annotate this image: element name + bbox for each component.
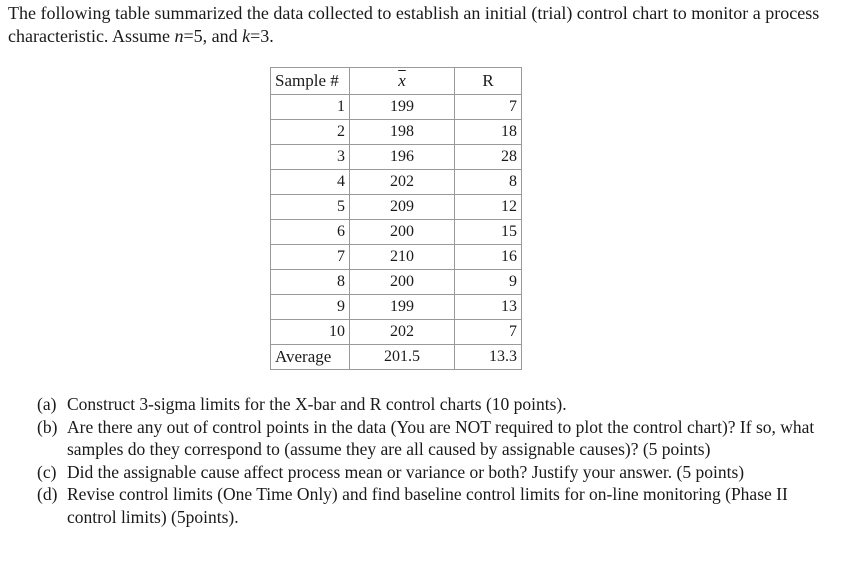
cell-sample: 9 xyxy=(271,295,350,320)
cell-r: 15 xyxy=(455,220,522,245)
question-item xyxy=(37,461,837,484)
table-row xyxy=(271,295,522,320)
table-row xyxy=(271,145,522,170)
question-text: Revise control limits (One Time Only) and find baseline control limits for on-line monitoring (Phase II control limits) (5points). xyxy=(67,484,788,527)
problem-statement xyxy=(8,2,848,48)
cell-xbar: 199 xyxy=(350,95,455,120)
question-item xyxy=(37,483,837,528)
cell-r: 13 xyxy=(455,295,522,320)
cell-xbar: 209 xyxy=(350,195,455,220)
cell-sample: 10 xyxy=(271,320,350,345)
cell-sample: 4 xyxy=(271,170,350,195)
question-label: (b) xyxy=(37,416,58,437)
cell-sample: 7 xyxy=(271,245,350,270)
question-label: (c) xyxy=(37,461,57,482)
cell-r: 18 xyxy=(455,120,522,145)
question-text: Are there any out of control points in the data (You are NOT required to plot the control chart)? If so, what samples do they correspond to (assume they are all caused by assignable causes)? (5 points) xyxy=(67,416,815,459)
cell-r: 28 xyxy=(455,145,522,170)
table-header-row xyxy=(271,68,522,95)
cell-sample: 8 xyxy=(271,270,350,295)
cell-r: 9 xyxy=(455,270,522,295)
question-item xyxy=(37,416,837,461)
question-list xyxy=(37,393,837,528)
cell-xbar: 199 xyxy=(350,295,455,320)
table-row xyxy=(271,320,522,345)
average-label: Average xyxy=(271,345,350,370)
average-r: 13.3 xyxy=(455,345,522,370)
k-symbol: k xyxy=(242,26,251,46)
table-row xyxy=(271,245,522,270)
average-row xyxy=(271,345,522,370)
cell-xbar: 202 xyxy=(350,170,455,195)
cell-xbar: 200 xyxy=(350,220,455,245)
cell-r: 7 xyxy=(455,95,522,120)
question-item xyxy=(37,393,837,416)
average-xbar: 201.5 xyxy=(350,345,455,370)
question-text: Construct 3-sigma limits for the X-bar and R control charts (10 points). xyxy=(67,394,567,414)
k-value: =3. xyxy=(250,26,274,46)
cell-xbar: 198 xyxy=(350,120,455,145)
xbar-symbol: $\overline{x}$ xyxy=(398,71,406,90)
cell-xbar: 202 xyxy=(350,320,455,345)
intro-text: The following table summarized the data collected to establish an initial (trial) control chart to monitor a process characteristic. Assume xyxy=(8,3,820,46)
header-sample: Sample # xyxy=(271,68,350,95)
cell-xbar: 210 xyxy=(350,245,455,270)
cell-xbar: 196 xyxy=(350,145,455,170)
cell-sample: 1 xyxy=(271,95,350,120)
table-row xyxy=(271,170,522,195)
cell-r: 8 xyxy=(455,170,522,195)
cell-sample: 2 xyxy=(271,120,350,145)
cell-r: 16 xyxy=(455,245,522,270)
table-row xyxy=(271,195,522,220)
question-label: (d) xyxy=(37,484,58,504)
table-row xyxy=(271,220,522,245)
question-text: Did the assignable cause affect process mean or variance or both? Justify your answer. (5 points) xyxy=(67,461,745,482)
sample-data-table xyxy=(270,67,522,370)
cell-r: 7 xyxy=(455,320,522,345)
cell-sample: 5 xyxy=(271,195,350,220)
header-xbar xyxy=(350,68,455,95)
n-value: =5, and xyxy=(183,26,243,46)
question-label: (a) xyxy=(37,394,57,414)
table-row xyxy=(271,120,522,145)
cell-r: 12 xyxy=(455,195,522,220)
cell-sample: 6 xyxy=(271,220,350,245)
n-symbol: n xyxy=(174,26,184,46)
cell-sample: 3 xyxy=(271,145,350,170)
cell-xbar: 200 xyxy=(350,270,455,295)
header-r: R xyxy=(455,68,522,95)
table-row xyxy=(271,270,522,295)
table-row xyxy=(271,95,522,120)
